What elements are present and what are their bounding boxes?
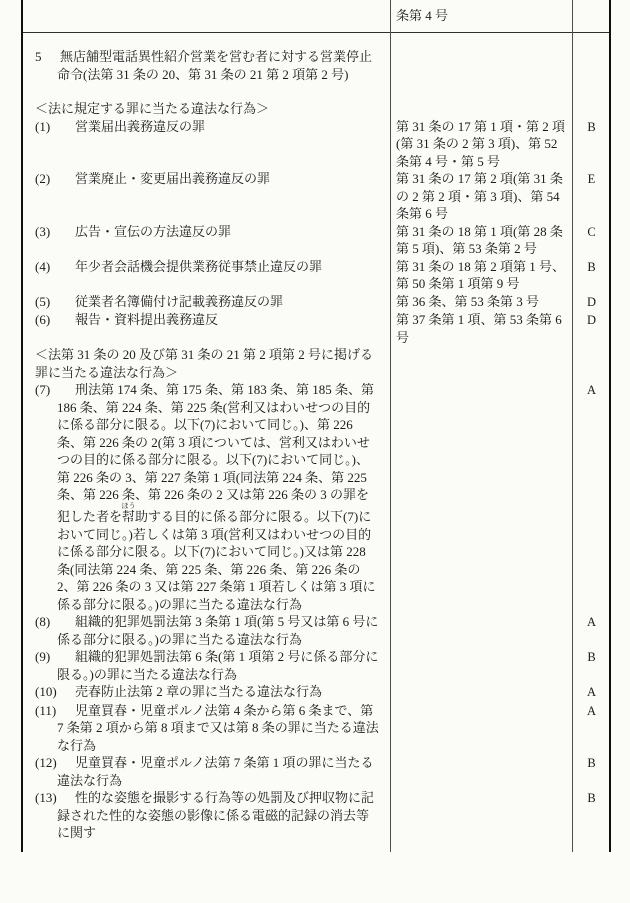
offense-description: [21, 754, 390, 789]
offense-row: [21, 683, 611, 702]
offense-row: [21, 293, 611, 312]
offense-table: [21, 0, 611, 852]
offense-row: [21, 170, 611, 223]
offense-number: (6): [35, 312, 51, 327]
offense-list-b: [21, 381, 611, 842]
empty-cell: [572, 48, 611, 83]
offense-description: [21, 311, 390, 346]
offense-number: (4): [35, 258, 51, 274]
offense-text: 組織的犯罪処罰法第 6 条(第 1 項第 2 号に係る部分に限る。)の罪に当たる違法な行為: [57, 649, 379, 682]
offense-text: 報告・資料提出義務違反: [75, 312, 219, 327]
offense-number: (12): [35, 755, 57, 770]
offense-row: [21, 258, 611, 293]
legal-citation: [390, 683, 572, 702]
grade-label: C: [587, 224, 596, 239]
offense-row: [21, 223, 611, 258]
offense-text: 助する目的に係る部分に限る。以下(7)において同じ。)若しくは第 3 項(営利又はわいせつの目的に係る部分に限る。以下(7)において同じ。)又は第 228 条(同法第 224 条、第 225 条、第 226 条、第 226 条の 2、第 226 条の 3 又は第 227 条第 1 項若しくは第 3 項に係る部分に限る。)の罪に当たる違法な行為: [57, 509, 376, 612]
carryover-empty-cell: [21, 0, 390, 32]
offense-number: (2): [35, 171, 51, 186]
grade-label: B: [587, 791, 596, 805]
grade-label: D: [586, 294, 597, 309]
blank-line: [21, 83, 611, 100]
offense-description: [21, 170, 390, 223]
carryover-row: [21, 0, 611, 33]
grade-label: B: [587, 119, 596, 134]
ruby-base: 幇: [121, 509, 136, 524]
offense-text: 売春防止法第 2 章の罪に当たる違法な行為: [75, 684, 323, 699]
grade-label: E: [587, 172, 596, 186]
offense-number: (8): [35, 614, 51, 629]
grade-label: B: [587, 650, 596, 664]
grade-label: D: [586, 313, 597, 327]
legal-citation: 第 36 条、第 53 条第 3 号: [396, 293, 540, 309]
offense-text: 組織的犯罪処罰法第 3 条第 1 項(第 5 号又は第 6 号に係る部分に限る。)の罪に当たる違法な行為: [57, 614, 379, 647]
offense-description: [21, 683, 390, 702]
subsection-heading-2: ＜法第 31 条の 20 及び第 31 条の 21 第 2 項第 2 号に掲げる罪に当たる違法な行為＞: [35, 347, 374, 380]
offense-row: [21, 702, 611, 755]
legal-citation: [390, 754, 572, 789]
offense-description: [21, 789, 390, 842]
section-title: 無店舗型電話異性紹介営業を営む者に対する営業停止命令(法第 31 条の 20、第 31 条の 21 第 2 項第 2 号): [57, 49, 373, 82]
section-number: 5: [35, 49, 42, 64]
grade-label: A: [586, 383, 597, 397]
offense-description: [21, 381, 390, 613]
section-heading-row: [21, 48, 611, 83]
ruby-reading: ほう: [121, 502, 136, 510]
ruby-annotation: [121, 502, 136, 524]
offense-number: (7): [35, 382, 51, 397]
offense-text: 従業者名簿備付け記載義務違反の罪: [75, 293, 284, 309]
offense-description: [21, 648, 390, 683]
offense-text: 児童買春・児童ポルノ法第 7 条第 1 項の罪に当たる違法な行為: [57, 755, 374, 788]
offense-description: [21, 258, 390, 293]
offense-number: (3): [35, 223, 51, 239]
offense-text: 年少者会話機会提供業務従事禁止違反の罪: [75, 258, 323, 274]
offense-row: [21, 789, 611, 842]
legal-citation: [390, 381, 572, 613]
offense-text: 刑法第 174 条、第 175 条、第 183 条、第 185 条、第 186 条、第 224 条、第 225 条(営利又はわいせつの目的に係る部分に限る。以下(7)において同じ。)、第 226 条、第 226 条の 2(第 3 項については、営利又はわいせつの目的に係る部分に限る。以下(7)において同じ。)、第 226 条の 3、第 227 条第 1 項(同法第 224 条、第 225 条、第 226 条、第 226 条の 2 又は第 226 条の 3 の罪を犯した者を: [57, 382, 375, 524]
offense-row: [21, 648, 611, 683]
legal-citation: [390, 648, 572, 683]
offense-number: (9): [35, 649, 51, 664]
table-divider-grade: [572, 0, 573, 852]
offense-description: [21, 223, 390, 258]
offense-number: (1): [35, 118, 51, 134]
legal-citation: [390, 789, 572, 842]
empty-cell: [390, 100, 572, 118]
subheading-row-2: [21, 346, 611, 381]
table-divider-citation: [390, 0, 391, 852]
offense-text: 営業廃止・変更届出義務違反の罪: [75, 171, 271, 186]
table-border-left: [21, 0, 23, 852]
grade-label: A: [586, 685, 597, 699]
offense-row: [21, 118, 611, 171]
table-body: [21, 33, 611, 852]
offense-row: [21, 381, 611, 613]
carryover-citation: 条第 4 号: [396, 8, 449, 23]
legal-citation: [390, 613, 572, 648]
legal-citation: 第 37 条第 1 項、第 53 条第 6 号: [396, 312, 562, 345]
legal-citation: 第 31 条の 17 第 1 項・第 2 項(第 31 条の 2 第 3 項)、第 52 条第 4 号・第 5 号: [396, 118, 566, 169]
legal-citation: [390, 702, 572, 755]
grade-label: A: [586, 703, 597, 718]
offense-list-a: [21, 118, 611, 347]
legal-citation: 第 31 条の 18 第 2 項第 1 号、第 50 条第 1 項第 9 号: [396, 258, 566, 291]
empty-cell: [390, 48, 572, 83]
offense-description: [21, 613, 390, 648]
offense-text: 広告・宣伝の方法違反の罪: [75, 223, 232, 239]
offense-number: (10): [35, 684, 57, 699]
section-heading: [21, 48, 390, 83]
subsection-heading-1: ＜法に規定する罪に当たる違法な行為＞: [35, 101, 270, 116]
grade-label: B: [587, 259, 596, 274]
carryover-grade: [572, 0, 611, 32]
grade-label: B: [587, 756, 596, 770]
offense-text: 児童買春・児童ポルノ法第 4 条から第 6 条まで、第 7 条第 2 項から第 8 項まで又は第 8 条の罪に当たる違法な行為: [57, 702, 379, 753]
empty-cell: [390, 346, 572, 381]
table-border-right: [609, 0, 611, 852]
offense-description: [21, 118, 390, 171]
offense-row: [21, 613, 611, 648]
legal-citation: 第 31 条の 17 第 2 項(第 31 条の 2 第 2 項・第 3 項)、第 54 条第 6 号: [396, 171, 563, 221]
empty-cell: [572, 346, 611, 381]
offense-text: 性的な姿態を撮影する行為等の処罰及び押収物に記録された性的な姿態の影像に係る電磁的記録の消去等に関す: [57, 790, 375, 840]
empty-cell: [572, 100, 611, 118]
offense-row: [21, 311, 611, 346]
offense-row: [21, 754, 611, 789]
offense-description: [21, 293, 390, 312]
offense-number: (11): [35, 702, 57, 718]
grade-label: A: [586, 615, 597, 629]
subheading-row-1: [21, 100, 611, 118]
offense-number: (5): [35, 293, 51, 309]
offense-text: 営業届出義務違反の罪: [75, 118, 206, 134]
legal-citation: 第 31 条の 18 第 1 項(第 28 条第 5 項)、第 53 条第 2 号: [396, 223, 563, 256]
offense-description: [21, 702, 390, 755]
offense-number: (13): [35, 790, 57, 805]
